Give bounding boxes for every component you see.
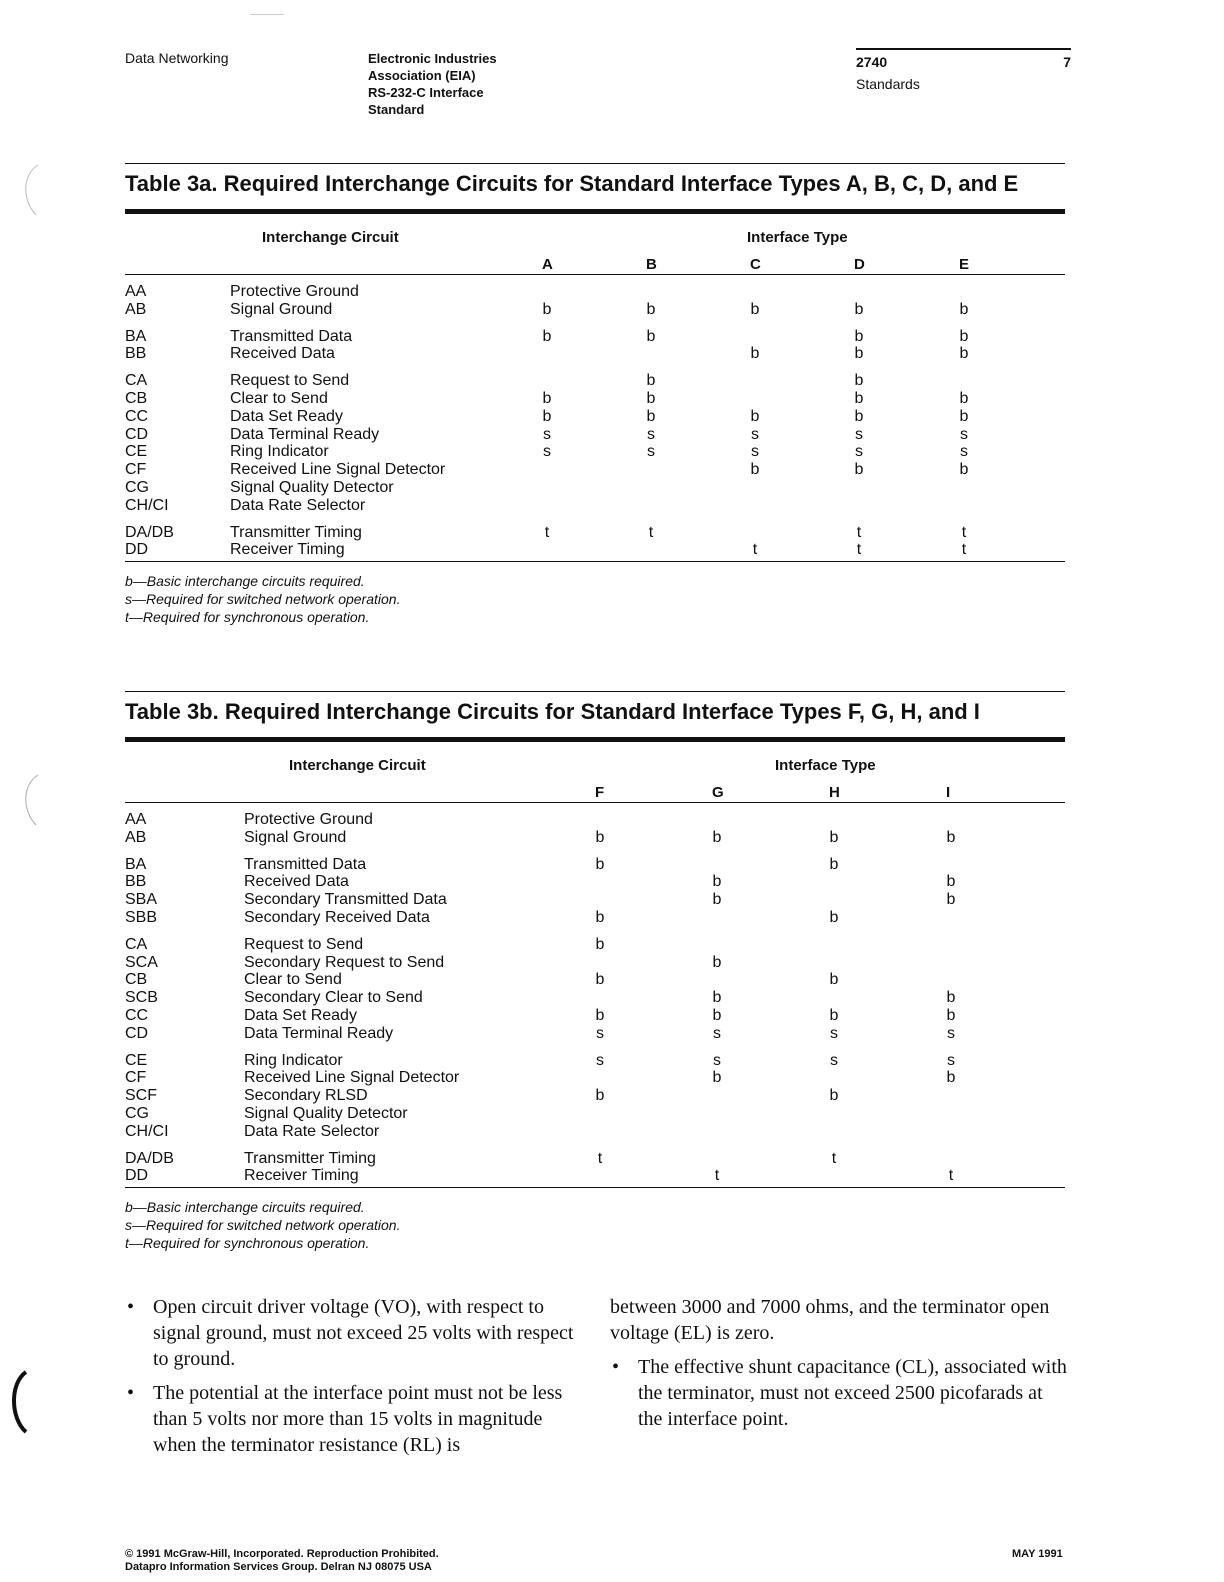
cell-h: b [829, 908, 839, 926]
cell-d: b [854, 461, 864, 479]
header-title-line: RS-232-C Interface [368, 85, 484, 100]
table-3a-column-headers [125, 256, 1065, 275]
row-group [125, 524, 1065, 560]
cell-d: b [854, 327, 864, 345]
circuit-code: CA [125, 372, 148, 390]
cell-b: t [648, 523, 654, 541]
circuit-name: Data Rate Selector [230, 496, 366, 514]
circuit-code: CA [125, 935, 148, 953]
cell-f: b [595, 971, 605, 989]
circuit-name: Transmitter Timing [230, 523, 362, 541]
cell-b: b [646, 372, 656, 390]
table-row [125, 829, 1065, 847]
cell-i: s [947, 1024, 955, 1042]
bullet-text: Open circuit driver voltage (VO), with respect to signal ground, must not exceed 25 volts with respect to ground. [153, 1296, 574, 1370]
cell-d: b [854, 389, 864, 407]
circuit-code: CG [125, 1104, 149, 1122]
table-row [125, 873, 1065, 891]
cell-a: b [542, 407, 552, 425]
cell-f: b [595, 1087, 605, 1105]
footer-line: © 1991 McGraw-Hill, Incorporated. Reproduction Prohibited. [125, 1548, 439, 1560]
cell-c: b [750, 300, 760, 318]
header-title-line: Association (EIA) [368, 68, 476, 83]
table-row [125, 954, 1065, 972]
table-row [125, 426, 1065, 444]
header-section-label: Data Networking [125, 50, 229, 66]
table-row [125, 1105, 1065, 1123]
bullet-item [125, 1294, 575, 1372]
cell-a: s [543, 425, 551, 443]
cell-c: s [751, 443, 759, 461]
bullet-item [125, 1380, 575, 1458]
cell-h: s [830, 1051, 838, 1069]
cell-d: t [856, 541, 862, 559]
column-header-a: A [542, 256, 553, 273]
cell-g: b [712, 989, 722, 1007]
table-row [125, 936, 1065, 954]
circuit-name: Receiver Timing [244, 1167, 359, 1185]
scan-line-decoration [250, 14, 284, 15]
table-3b-body [125, 811, 1065, 1185]
circuit-code: CB [125, 971, 148, 989]
circuit-name: Secondary Request to Send [244, 953, 445, 971]
circuit-code: AB [125, 828, 147, 846]
circuit-code: AA [125, 811, 147, 828]
cell-e: b [959, 389, 969, 407]
cell-b: s [647, 425, 655, 443]
note-basic: b—Basic interchange circuits required. [125, 573, 365, 590]
header-document-title [368, 50, 568, 118]
table-3b-header [125, 742, 1065, 802]
table-row [125, 856, 1065, 874]
row-group [125, 372, 1065, 514]
table-3a-header [125, 214, 1065, 274]
table-row [125, 461, 1065, 479]
table-row [125, 390, 1065, 408]
row-group [125, 936, 1065, 1043]
table-row [125, 1069, 1065, 1087]
cell-i: b [946, 891, 956, 909]
cell-b: b [646, 407, 656, 425]
table-row [125, 1123, 1065, 1141]
circuit-code: CF [125, 1069, 147, 1087]
cell-h: b [829, 855, 839, 873]
table-row [125, 345, 1065, 363]
circuit-name: Ring Indicator [244, 1051, 343, 1069]
cell-h: b [829, 971, 839, 989]
interface-type-label: Interface Type [747, 229, 848, 246]
cell-g: b [712, 873, 722, 891]
circuit-code: SCA [125, 953, 158, 971]
column-header-g: G [712, 784, 724, 801]
circuit-code: CB [125, 389, 148, 407]
table-3a-notes [125, 572, 1065, 626]
cell-f: b [595, 908, 605, 926]
cell-e: b [959, 300, 969, 318]
cell-g: b [712, 1006, 722, 1024]
cell-i: b [946, 828, 956, 846]
row-group [125, 328, 1065, 364]
cell-d: b [854, 407, 864, 425]
circuit-code: BB [125, 345, 147, 363]
circuit-code: BA [125, 327, 147, 345]
scan-mark-decoration [10, 160, 50, 220]
cell-b: b [646, 327, 656, 345]
cell-i: b [946, 873, 956, 891]
cell-e: t [961, 523, 967, 541]
circuit-code: SBB [125, 908, 158, 926]
cell-h: b [829, 1006, 839, 1024]
header-doc-id [856, 48, 1071, 92]
circuit-code: CE [125, 1051, 148, 1069]
cell-g: b [712, 1069, 722, 1087]
cell-i: t [948, 1167, 954, 1185]
circuit-code: CD [125, 425, 149, 443]
circuit-name: Clear to Send [230, 389, 328, 407]
table-row [125, 1167, 1065, 1185]
scan-mark-decoration [4, 1368, 34, 1438]
circuit-name: Transmitted Data [244, 855, 367, 873]
circuit-name: Request to Send [230, 372, 350, 390]
table-3a [125, 163, 1065, 626]
circuit-name: Data Set Ready [244, 1006, 357, 1024]
circuit-name: Data Terminal Ready [244, 1024, 394, 1042]
cell-d: b [854, 345, 864, 363]
table-row [125, 891, 1065, 909]
cell-h: t [831, 1149, 837, 1167]
table-row [125, 408, 1065, 426]
doc-section: Standards [856, 76, 920, 92]
cell-c: s [751, 425, 759, 443]
circuit-code: DD [125, 1167, 149, 1185]
circuit-code: DA/DB [125, 523, 174, 541]
cell-a: b [542, 389, 552, 407]
table-3a-title: Table 3a. Required Interchange Circuits for Standard Interface Types A, B, C, D, and E [125, 163, 1065, 214]
circuit-name: Data Terminal Ready [230, 425, 380, 443]
circuit-code: CH/CI [125, 496, 169, 514]
cell-c: t [752, 541, 758, 559]
bullet-text: The effective shunt capacitance (CL), associated with the terminator, must not exceed 2500 picofarads at the interface point. [638, 1356, 1067, 1430]
circuit-name: Signal Ground [230, 300, 333, 318]
cell-f: s [596, 1051, 604, 1069]
table-row [125, 1087, 1065, 1105]
cell-e: t [961, 541, 967, 559]
circuit-name: Protective Ground [230, 283, 359, 300]
cell-g: t [714, 1167, 720, 1185]
table-row [125, 443, 1065, 461]
cell-e: b [959, 461, 969, 479]
cell-c: b [750, 461, 760, 479]
cell-g: b [712, 828, 722, 846]
circuit-code: CC [125, 407, 149, 425]
header-title-line: Standard [368, 102, 425, 117]
circuit-name: Received Line Signal Detector [230, 461, 446, 479]
table-row [125, 909, 1065, 927]
circuit-name: Secondary Received Data [244, 908, 430, 926]
cell-e: s [960, 425, 968, 443]
cell-a: t [544, 523, 550, 541]
cell-e: s [960, 443, 968, 461]
cell-a: s [543, 443, 551, 461]
table-3b [125, 691, 1065, 1252]
cell-a: b [542, 327, 552, 345]
table-row [125, 301, 1065, 319]
column-header-b: B [646, 256, 657, 273]
table-row [125, 479, 1065, 497]
cell-i: b [946, 1006, 956, 1024]
cell-b: b [646, 389, 656, 407]
cell-c: b [750, 407, 760, 425]
circuit-code: AA [125, 283, 147, 300]
cell-f: b [595, 855, 605, 873]
table-row [125, 1052, 1065, 1070]
cell-a: b [542, 300, 552, 318]
circuit-code: CH/CI [125, 1122, 169, 1140]
cell-d: b [854, 372, 864, 390]
cell-i: s [947, 1051, 955, 1069]
cell-b: b [646, 300, 656, 318]
table-row [125, 372, 1065, 390]
bullet-symbol: • [127, 1382, 135, 1404]
circuit-name: Secondary Clear to Send [244, 989, 423, 1007]
cell-i: b [946, 1069, 956, 1087]
cell-e: b [959, 345, 969, 363]
column-header-h: H [829, 784, 840, 801]
circuit-code: DD [125, 541, 149, 559]
cell-f: b [595, 828, 605, 846]
table-3b-notes [125, 1198, 1065, 1252]
circuit-name: Ring Indicator [230, 443, 329, 461]
circuit-name: Data Set Ready [230, 407, 343, 425]
circuit-code: CE [125, 443, 148, 461]
table-row [125, 497, 1065, 515]
table-row [125, 1150, 1065, 1168]
interface-type-label: Interface Type [775, 757, 876, 774]
note-synchronous: t—Required for synchronous operation. [125, 1235, 370, 1252]
note-synchronous: t—Required for synchronous operation. [125, 609, 370, 626]
interchange-circuit-label: Interchange Circuit [289, 757, 426, 774]
cell-g: s [713, 1051, 721, 1069]
cell-d: t [856, 523, 862, 541]
cell-g: b [712, 953, 722, 971]
cell-e: b [959, 407, 969, 425]
circuit-code: BB [125, 873, 147, 891]
note-switched: s—Required for switched network operation. [125, 591, 401, 608]
cell-f: s [596, 1024, 604, 1042]
table-row [125, 524, 1065, 542]
table-3b-column-headers [125, 784, 1065, 803]
bullet-symbol: • [612, 1356, 620, 1378]
table-row [125, 971, 1065, 989]
table-row [125, 328, 1065, 346]
circuit-name: Transmitted Data [230, 327, 353, 345]
note-basic: b—Basic interchange circuits required. [125, 1199, 365, 1216]
table-row [125, 1007, 1065, 1025]
row-group [125, 283, 1065, 319]
circuit-name: Received Data [244, 873, 349, 891]
table-row [125, 811, 1065, 829]
column-header-e: E [959, 256, 970, 273]
column-header-f: F [595, 784, 605, 801]
column-header-c: C [750, 256, 761, 273]
column-header-i: I [946, 784, 951, 801]
table-row [125, 283, 1065, 301]
row-group [125, 1052, 1065, 1141]
header-title-line: Electronic Industries [368, 51, 497, 66]
table-row [125, 989, 1065, 1007]
cell-h: b [829, 828, 839, 846]
circuit-name: Secondary RLSD [244, 1087, 368, 1105]
cell-f: b [595, 1006, 605, 1024]
bullet-symbol: • [127, 1296, 135, 1318]
circuit-code: BA [125, 855, 147, 873]
circuit-name: Signal Ground [244, 828, 347, 846]
circuit-name: Protective Ground [244, 811, 373, 828]
circuit-name: Transmitter Timing [244, 1149, 376, 1167]
circuit-code: SBA [125, 891, 158, 909]
circuit-name: Request to Send [244, 935, 364, 953]
circuit-name: Signal Quality Detector [244, 1104, 408, 1122]
scan-mark-decoration [10, 770, 50, 830]
table-3b-end-rule [125, 1185, 1065, 1188]
circuit-code: CD [125, 1024, 149, 1042]
cell-g: s [713, 1024, 721, 1042]
circuit-name: Signal Quality Detector [230, 478, 394, 496]
footer-date: MAY 1991 [1012, 1548, 1063, 1560]
cell-f: b [595, 935, 605, 953]
circuit-code: CG [125, 478, 149, 496]
table-row [125, 1025, 1065, 1043]
column-header-d: D [854, 256, 865, 273]
body-left-column [125, 1294, 575, 1466]
continued-paragraph: between 3000 and 7000 ohms, and the terminator open voltage (EL) is zero. [610, 1296, 1050, 1344]
table-3a-body [125, 283, 1065, 559]
cell-d: s [855, 443, 863, 461]
cell-f: t [597, 1149, 603, 1167]
cell-c: b [750, 345, 760, 363]
circuit-name: Received Line Signal Detector [244, 1069, 460, 1087]
circuit-code: AB [125, 300, 147, 318]
cell-b: s [647, 443, 655, 461]
bullet-text: The potential at the interface point must not be less than 5 volts nor more than 15 volts in magnitude when the terminator resistance (RL) is [153, 1382, 563, 1456]
circuit-name: Receiver Timing [230, 541, 345, 559]
cell-d: s [855, 425, 863, 443]
note-switched: s—Required for switched network operation. [125, 1217, 401, 1234]
cell-i: b [946, 989, 956, 1007]
cell-h: s [830, 1024, 838, 1042]
row-group [125, 856, 1065, 927]
cell-d: b [854, 300, 864, 318]
circuit-name: Clear to Send [244, 971, 342, 989]
doc-number: 2740 [856, 54, 888, 70]
table-3a-end-rule [125, 559, 1065, 562]
interchange-circuit-label: Interchange Circuit [262, 229, 399, 246]
circuit-code: SCF [125, 1087, 157, 1105]
circuit-code: DA/DB [125, 1149, 174, 1167]
row-group [125, 1150, 1065, 1186]
page-number: 7 [1063, 54, 1071, 70]
table-3b-title: Table 3b. Required Interchange Circuits for Standard Interface Types F, G, H, and I [125, 691, 1065, 742]
row-group [125, 811, 1065, 847]
footer-copyright [125, 1548, 439, 1574]
body-right-column [610, 1294, 1070, 1440]
circuit-code: CF [125, 461, 147, 479]
table-row [125, 541, 1065, 559]
circuit-name: Data Rate Selector [244, 1122, 380, 1140]
circuit-name: Secondary Transmitted Data [244, 891, 447, 909]
circuit-code: CC [125, 1006, 149, 1024]
bullet-item [610, 1354, 1070, 1432]
footer-line: Datapro Information Services Group. Delran NJ 08075 USA [125, 1561, 432, 1573]
cell-g: b [712, 891, 722, 909]
circuit-code: SCB [125, 989, 158, 1007]
cell-e: b [959, 327, 969, 345]
circuit-name: Received Data [230, 345, 335, 363]
cell-h: b [829, 1087, 839, 1105]
